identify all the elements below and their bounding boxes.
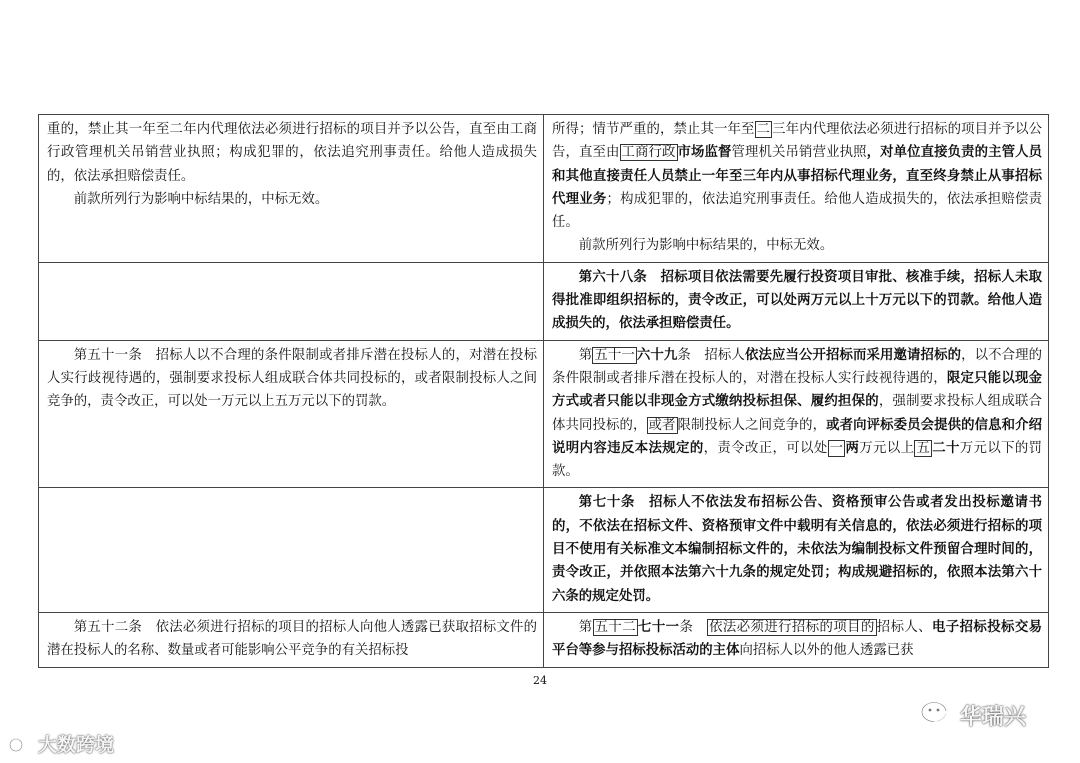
text-segment: 前款所列行为影响中标结果的，中标无效。	[73, 191, 329, 207]
table-row	[39, 488, 1049, 612]
paragraph	[552, 616, 1042, 663]
table-row	[39, 612, 1049, 667]
text-segment: 限制投标人之间竞争的，	[677, 417, 827, 433]
revised-text-cell	[544, 262, 1049, 340]
comparison-table	[38, 114, 1049, 668]
paragraph	[552, 344, 1042, 484]
watermark-right	[920, 698, 1026, 732]
revised-text-cell	[544, 488, 1049, 612]
text-segment: ；构成犯罪的，依法追究刑事责任。给他人造成损失的，依法承担赔偿责任。	[552, 191, 1043, 231]
original-text-cell	[39, 340, 544, 488]
added-text: 二十	[932, 440, 960, 456]
text-segment: 招标人、	[876, 619, 932, 635]
paragraph	[552, 118, 1042, 234]
paragraph	[47, 616, 537, 663]
paragraph	[552, 491, 1042, 607]
watermark-left	[8, 730, 114, 756]
text-segment: 条 招标人	[677, 347, 745, 363]
text-segment: ，责令改正，可以处	[703, 440, 828, 456]
text-segment: 第五十一条 招标人以不合理的条件限制或者排斥潜在投标人的，对潜在投标人实行歧视待遇的，强制要求投标人组成联合体共同投标的，或者限制投标人之间竞争的，责令改正，可以处一万元以上五万元以下的罚款。	[47, 347, 537, 410]
text-segment: 第	[578, 347, 593, 363]
added-text: 依法应当公开招标而采用邀请招标的	[744, 347, 962, 363]
deleted-text: 二	[756, 122, 771, 137]
text-segment: 三年内代理依法必须进行招标的项目并予以公告，直至由	[552, 122, 1043, 161]
added-text: 或者向评标委员会提供的信息和介绍说明内容违反本法规定的	[552, 417, 1043, 456]
deleted-text: 五十一	[594, 347, 635, 363]
table-row	[39, 115, 1049, 263]
text-segment: 第	[578, 619, 593, 635]
deleted-text: 工商行政	[621, 145, 676, 161]
text-segment: ，强制要求投标人组成联合体共同投标的，	[552, 394, 1043, 433]
deleted-text: 依法必须进行招标的项目的	[709, 619, 875, 635]
deleted-text: 五	[916, 440, 931, 456]
original-text-cell	[39, 612, 544, 667]
page-number: 24	[533, 674, 547, 687]
added-text: 市场监督	[677, 145, 732, 161]
text-segment: 所得；情节严重的，禁止其一年至	[552, 122, 755, 137]
text-segment: 向招标人以外的他人透露已获	[739, 643, 914, 659]
paragraph	[552, 234, 1042, 257]
original-text-cell	[39, 262, 544, 340]
revised-text-cell	[544, 612, 1049, 667]
wechat-logo-icon	[920, 700, 956, 730]
added-text: 第七十条 招标人不依法发布招标公告、资格预审公告或者发出投标邀请书的，不依法在招标文件、资格预审文件中载明有关信息的，依法必须进行招标的项目不使用有关标准文本编制招标文件的，未依法为编制投标文件预留合理时间的，责令改正，并依照本法第六十九条的规定处罚；构成规避招标的，依照本法第六十六条的规定处罚。	[552, 495, 1042, 604]
paragraph	[47, 118, 537, 188]
added-text: 限定只能以现金方式或者只能以非现金方式缴纳投标担保、履约担保的	[552, 370, 1043, 410]
paragraph	[47, 344, 537, 414]
watermark-left-text: 大数跨境	[38, 733, 115, 756]
added-text: 两	[845, 440, 860, 456]
added-text: 六十九	[636, 347, 678, 363]
text-segment: ，以不合理的条件限制或者排斥潜在投标人的，对潜在投标人实行歧视待遇的，	[552, 347, 1043, 386]
deleted-text: 一	[829, 440, 844, 456]
added-text: ，对单位直接负责的主管人员和其他直接责任人员禁止一年至三年内从事招标代理业务，直至终身禁止从事招标代理业务	[552, 145, 1043, 207]
text-segment: 条	[679, 619, 708, 635]
revised-text-cell	[544, 340, 1049, 488]
text-segment: 重的，禁止其一年至二年内代理依法必须进行招标的项目并予以公告，直至由工商行政管理机关吊销营业执照；构成犯罪的，依法追究刑事责任。给他人造成损失的，依法承担赔偿责任。	[47, 122, 537, 184]
added-text: 七十一	[638, 619, 680, 635]
original-text-cell	[39, 488, 544, 612]
revised-text-cell	[544, 115, 1049, 263]
text-segment: 万元以上	[859, 440, 915, 456]
text-segment: 万元以下的罚款。	[552, 440, 1043, 480]
text-segment: 管理机关吊销营业执照	[731, 145, 867, 161]
text-segment: 第五十二条 依法必须进行招标的项目的招标人向他人透露已获取招标文件的潜在投标人的名称、数量或者可能影响公平竞争的有关招标投	[47, 619, 537, 659]
paragraph	[47, 188, 537, 211]
paragraph	[552, 266, 1042, 336]
watermark-right-text: 华瑞兴	[960, 704, 1027, 730]
added-text: 电子招标投标交易平台等参与招标投标活动的主体	[552, 619, 1043, 659]
added-text: 第六十八条 招标项目依法需要先履行投资项目审批、核准手续，招标人未取得批准即组织招标的，责令改正，可以处两万元以上十万元以下的罚款。给他人造成损失的，依法承担赔偿责任。	[552, 269, 1042, 332]
weibo-logo-icon	[8, 732, 34, 754]
table-row	[39, 340, 1049, 488]
text-segment: 前款所列行为影响中标结果的，中标无效。	[578, 238, 834, 254]
deleted-text: 或者	[648, 417, 676, 433]
table-row	[39, 262, 1049, 340]
original-text-cell	[39, 115, 544, 263]
deleted-text: 五十二	[594, 619, 637, 635]
